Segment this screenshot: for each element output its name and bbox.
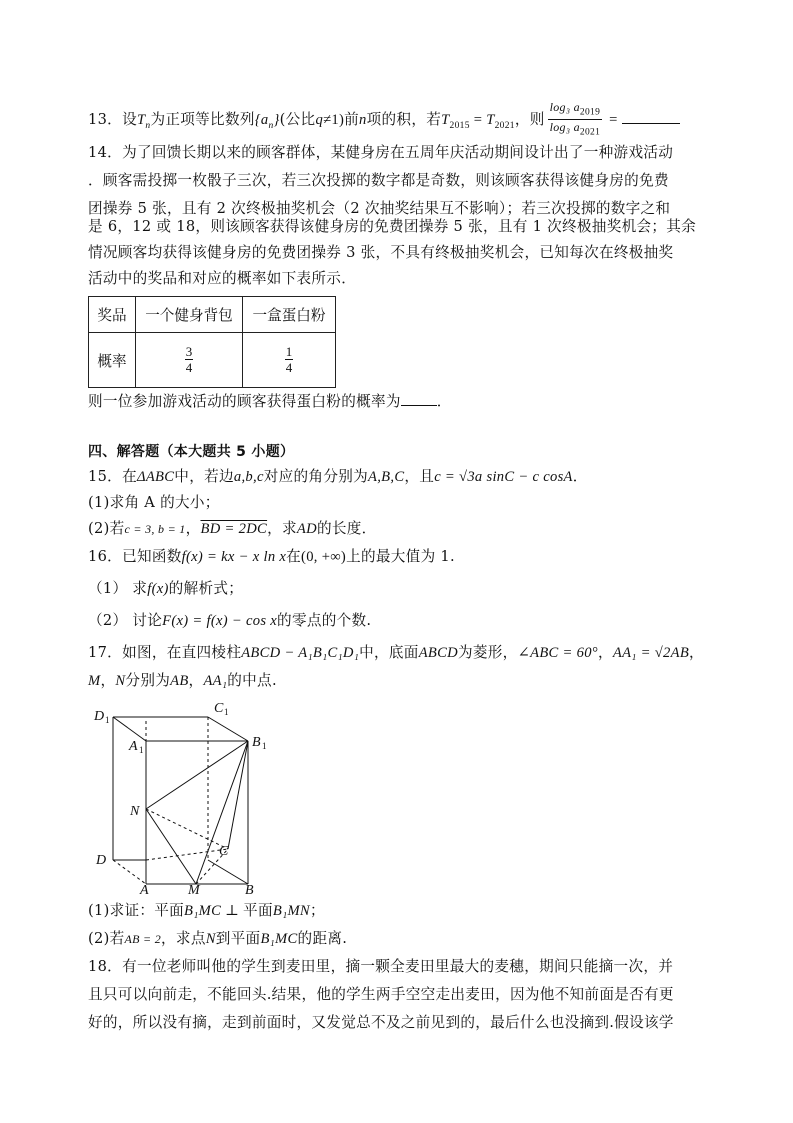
q18-line-2: 且只可以向前走，不能回头.结果，他的学生两手空空走出麦田，因为他不知前面是否有更 [88,986,674,1003]
q17-text: ， [188,672,204,689]
q13-eq: = [469,111,487,128]
edge-nb1 [146,741,248,809]
q17-aa1: AA₁ = √2AB [612,645,690,661]
q15-p2-cond: c = 3, b = 1 [124,522,186,536]
prob-num: 3 [185,344,193,359]
q17-p2-text: 的距离. [297,930,348,947]
q14-line-1: 14．为了回馈长期以来的顾客群体，某健身房在五周年庆活动期间设计出了一种游戏活动 [88,144,674,161]
q18-line-3: 好的，所以没有摘，走到前面时，又发觉总不及之前见到的，最后什么也没摘到.假设该学 [88,1014,674,1031]
label-d1-sub: 1 [105,715,110,725]
edge-cb [208,860,248,884]
q17-base: ABCD [418,645,458,661]
q14-line-5: 情况顾客均获得该健身房的免费团操券 3 张，不具有终极抽奖机会，已知每次在终极抽奖 [88,244,674,261]
question-17 [88,642,704,664]
q13-seq-end: } [273,111,280,128]
q14-line-2: ．顾客需投掷一枚骰子三次，若三次投掷的数字都是奇数，则该顾客获得该健身房的免费 [88,172,669,189]
edge-c1b1 [208,717,248,741]
edge-da-hidden [113,860,146,884]
q16-function: f(x) = kx − x ln x [181,549,287,565]
q15-p2-text: 的长度． [316,520,377,537]
label-d1: D [94,709,105,724]
q17-p1-plane: B₁MC [184,903,222,919]
q13-n: n [359,111,367,128]
q13-sub-n: n [145,120,151,131]
q15-text: ，且 [404,468,435,485]
q16-p2-text: （2） 讨论 [88,612,163,629]
q17-part-1 [88,900,325,922]
q13-text: 为正项等比数列 [150,110,255,128]
q17-text: ， [100,672,116,689]
q17-p2-plane: B₁MC [260,931,298,947]
q16-p1-text: 的解析式； [168,580,244,597]
q13-eq2: = [605,111,622,128]
q17-line-2 [88,670,277,692]
edge-d1a1 [113,717,146,741]
q15-sides: a,b,c [233,469,264,485]
label-m: M [188,883,200,895]
q16-domain: (0, +∞) [301,549,347,565]
q17-text: 17．如图，在直四棱柱 [88,644,242,661]
label-d: D [96,853,107,868]
q17-n: N [115,673,126,689]
q16-part-2 [88,610,371,632]
q15-triangle: ΔABC [136,469,175,485]
table-header-protein: 一盒蛋白粉 [243,297,336,333]
prob-den: 4 [285,360,293,375]
q14-question [88,391,452,413]
q13-q: q [315,111,324,128]
label-a1: A [129,739,138,754]
answer-blank[interactable] [401,391,437,406]
q14-line-6: 活动中的奖品和对应的概率如下表所示． [88,270,357,287]
q13-t: T [441,111,450,128]
frac-num-sub: 2019 [579,107,601,118]
label-b: B [245,883,254,895]
label-a: A [140,883,149,895]
q17-p2-text: (2)若 [88,930,125,947]
q14-line-3: 团操券 5 张，且有 2 次终极抽奖机会（2 次抽奖结果互不影响）；若三次投掷的数字之和 [88,200,671,217]
q17-p1-end: ； [309,902,325,919]
q13-text: (公比 [279,110,316,128]
q13-tn: T [136,111,146,128]
q15-text: 对应的角分别为 [263,468,369,485]
q17-p2-n: N [205,931,216,947]
probability-table [88,296,336,388]
q15-p2-text: ， [185,520,201,537]
frac-den-sub: 2021 [579,127,601,138]
table-row-label-prob: 概率 [89,333,136,388]
label-a1-sub: 1 [139,745,144,755]
edge-mb1 [196,741,248,884]
q15-text: ． [572,468,588,485]
q16-part-1 [88,578,243,600]
table-cell-prob-backpack [136,333,243,388]
q16-p1-text: （1） 求 [88,580,148,597]
table-header-backpack: 一个健身背包 [136,297,243,333]
q15-part-2 [88,518,377,540]
q17-p2-text: ，求点 [161,930,206,947]
q15-p2-text: (2)若 [88,520,125,537]
answer-blank[interactable] [622,109,680,124]
q16-text: 16．已知函数 [88,548,182,565]
q15-part-1: (1)求角 A 的大小； [88,494,220,511]
q17-text: 为菱形， [458,644,518,661]
q17-aa1: AA₁ [203,673,228,689]
q13-sub-2021: 2021 [494,120,515,131]
q15-angles: A,B,C [368,469,405,485]
q16-text: 上的最大值为 1. [346,548,455,565]
q14-line-4: 是 6，12 或 18，则该顾客获得该健身房的免费团操券 5 张，且有 1 次终极抽奖机会；其余 [88,218,697,235]
q15-p2-ad: AD [296,521,317,537]
q16-text: 在 [286,548,302,565]
label-c1: C [214,701,224,716]
q17-text: 的中点. [227,672,277,689]
q17-angle: ∠ABC = 60° [517,645,598,661]
q13-number: 13． [88,110,123,128]
q17-text: 中，底面 [359,644,419,661]
q16-p2-text: 的零点的个数. [277,612,372,629]
table-cell-prob-protein [243,333,336,388]
q15-equation: c = √3a sinC − c cosA [434,469,573,485]
prob-den: 4 [185,360,193,375]
label-c: C [219,844,229,859]
q14-question-end: ． [436,393,452,410]
q13-text: 项的积，若 [366,110,442,128]
q17-text: ， [689,644,704,661]
q17-text: ， [597,644,613,661]
q15-p2-vector: BD = 2DC [200,521,268,537]
q13-text: ，则 [514,110,545,128]
edge-cb1 [228,741,248,849]
section-heading: 四、解答题（本大题共 5 小题） [88,444,295,460]
prism-figure [88,695,288,895]
q17-p2-ab: AB = 2 [124,932,162,946]
question-13 [88,100,680,140]
edge-c-hidden [146,849,228,860]
label-c1-sub: 1 [224,707,229,717]
label-b1: B [252,735,261,750]
question-15 [88,466,588,488]
q17-part-2 [88,928,347,950]
q17-m: M [88,673,101,689]
q13-seq: {a [254,111,269,128]
q16-p1-f: f(x) [147,581,169,597]
q18-line-1: 18．有一位老师叫他的学生到麦田里，摘一颗全麦田里最大的麦穗，期间只能摘一次，并 [88,958,674,975]
q17-p1-text: (1)求证：平面 [88,902,185,919]
q17-text: 分别为 [125,672,171,689]
q13-neq: ≠1)前 [323,111,360,128]
q15-p2-text: ，求 [267,520,297,537]
q13-text: 设 [122,110,137,128]
q17-p2-text: 到平面 [215,930,261,947]
prob-num: 1 [285,344,293,359]
q15-text: 15．在 [88,468,137,485]
question-16 [88,546,455,568]
label-b1-sub: 1 [262,741,267,751]
q15-text: 中，若边 [174,468,234,485]
q14-question-text: 则一位参加游戏活动的顾客获得蛋白粉的概率为 [88,393,401,410]
q13-sub-2015: 2015 [449,120,470,131]
q16-p2-F: F(x) = f(x) − cos x [162,613,278,629]
q17-p1-perp: ⊥ 平面 [221,903,273,919]
q17-prism: ABCD − A₁B₁C₁D₁ [241,645,360,661]
q13-t: T [486,111,495,128]
table-header-prize: 奖品 [89,297,136,333]
q13-seq-sub: n [268,120,274,131]
q17-ab: AB [170,673,189,689]
log-fraction [548,100,603,140]
q17-p1-plane2: B₁MN [272,903,310,919]
frac-num: log₃ a [549,100,580,114]
frac-den: log₃ a [549,120,580,135]
label-n: N [130,804,140,819]
edge-nm [146,809,196,884]
